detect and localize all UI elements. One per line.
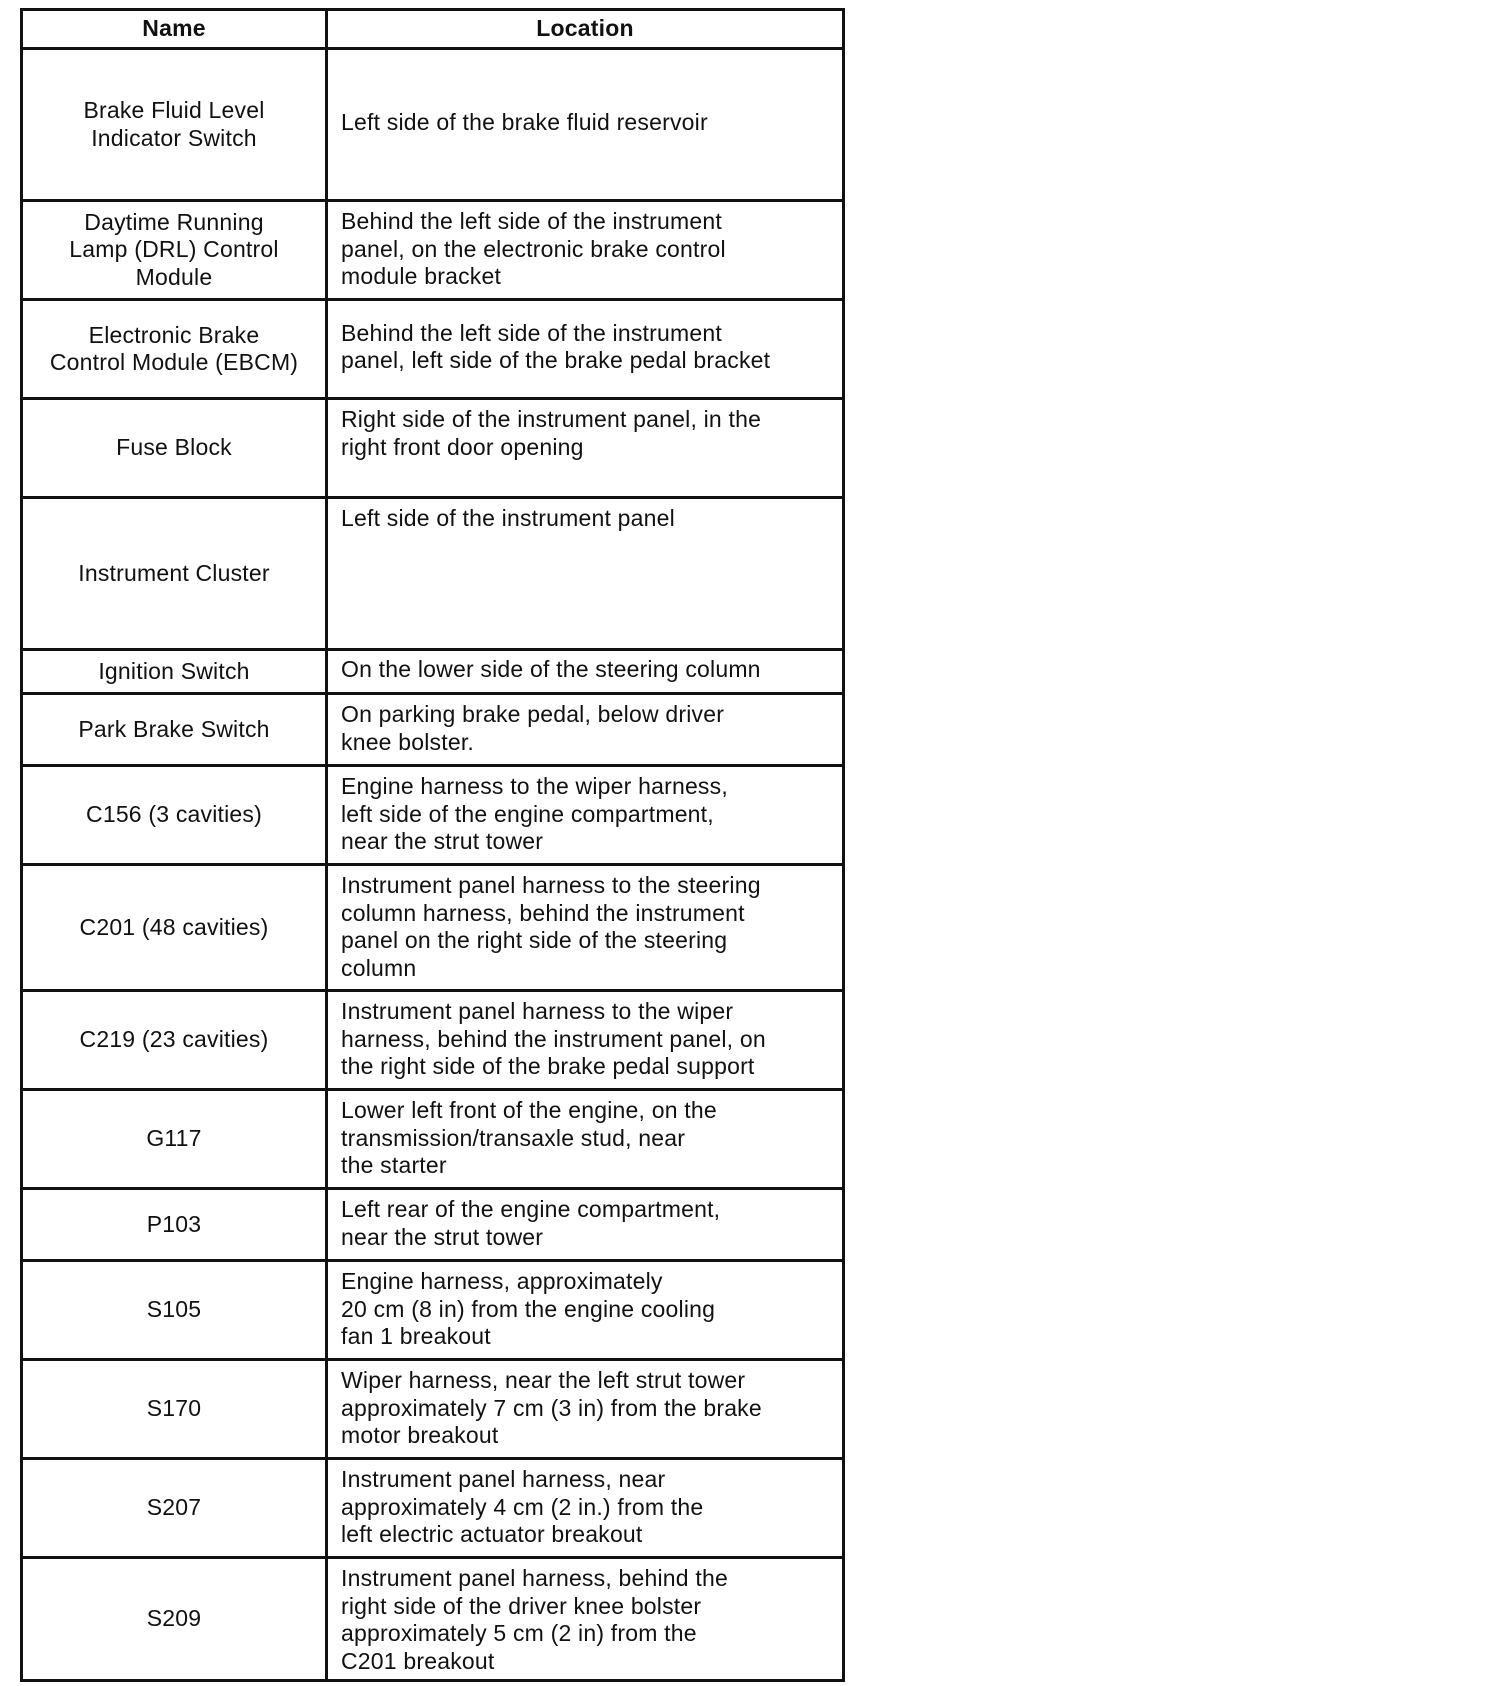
component-location-cell bbox=[327, 865, 844, 991]
component-location-line: Instrument panel harness to the steering bbox=[341, 872, 761, 898]
component-name-line: S207 bbox=[146, 1494, 202, 1521]
table-row bbox=[22, 1189, 844, 1261]
component-location-cell bbox=[327, 694, 844, 766]
component-location-line: the right side of the brake pedal support bbox=[341, 1053, 755, 1079]
component-location-line: knee bolster. bbox=[341, 728, 475, 755]
table-row bbox=[22, 694, 844, 766]
component-name-line: G117 bbox=[146, 1125, 202, 1152]
component-location-line: right front door opening bbox=[341, 433, 584, 460]
component-location-line: left electric actuator breakout bbox=[341, 1521, 643, 1547]
table-row bbox=[22, 498, 844, 650]
component-location-cell bbox=[327, 300, 844, 399]
component-name-line: C219 (23 cavities) bbox=[79, 1026, 269, 1053]
component-location-cell bbox=[327, 498, 844, 650]
component-name-cell bbox=[22, 399, 327, 498]
component-location-line: panel on the right side of the steering bbox=[341, 927, 728, 953]
component-location-line: Instrument panel harness to the wiper bbox=[341, 998, 734, 1024]
component-location-line: module bracket bbox=[341, 263, 502, 289]
component-location-line: approximately 5 cm (2 in) from the bbox=[341, 1620, 697, 1646]
header-row bbox=[22, 10, 844, 49]
location-column-header: Location bbox=[327, 10, 844, 49]
component-location-line: Behind the left side of the instrument bbox=[341, 208, 722, 234]
component-location-cell bbox=[327, 650, 844, 694]
component-name-cell bbox=[22, 201, 327, 300]
component-name-cell bbox=[22, 865, 327, 991]
table-row bbox=[22, 1459, 844, 1558]
table-row bbox=[22, 201, 844, 300]
component-name-cell bbox=[22, 650, 327, 694]
component-location-cell bbox=[327, 1261, 844, 1360]
component-name-line: Instrument Cluster bbox=[78, 559, 270, 586]
table-row bbox=[22, 300, 844, 399]
component-name-cell bbox=[22, 1459, 327, 1558]
table-row bbox=[22, 399, 844, 498]
component-location-line: near the strut tower bbox=[341, 828, 544, 854]
component-location-line: column harness, behind the instrument bbox=[341, 899, 745, 926]
component-location-line: panel, on the electronic brake control bbox=[341, 235, 726, 262]
component-name-line: C156 (3 cavities) bbox=[86, 801, 262, 828]
table-row bbox=[22, 1261, 844, 1360]
component-name-cell bbox=[22, 1090, 327, 1189]
component-location-line: near the strut tower bbox=[341, 1223, 544, 1250]
component-name-line: Module bbox=[135, 263, 213, 290]
component-location-line: transmission/transaxle stud, near bbox=[341, 1124, 686, 1151]
component-location-line: column bbox=[341, 954, 417, 981]
name-column-header: Name bbox=[22, 10, 327, 49]
component-name-cell bbox=[22, 1558, 327, 1681]
component-location-line: motor breakout bbox=[341, 1422, 499, 1448]
component-name-line: Daytime Running bbox=[84, 208, 264, 235]
component-location-line: Wiper harness, near the left strut tower bbox=[341, 1367, 746, 1393]
component-name-line: Electronic Brake bbox=[88, 321, 260, 348]
component-location-cell bbox=[327, 49, 844, 201]
component-location-line: approximately 4 cm (2 in.) from the bbox=[341, 1493, 704, 1520]
component-location-line: fan 1 breakout bbox=[341, 1323, 491, 1349]
table-row bbox=[22, 1090, 844, 1189]
table-row bbox=[22, 991, 844, 1090]
component-name-cell bbox=[22, 694, 327, 766]
component-location-line: Instrument panel harness, near bbox=[341, 1466, 666, 1492]
component-name-line: P103 bbox=[146, 1210, 202, 1237]
component-location-cell bbox=[327, 991, 844, 1090]
component-location-line: panel, left side of the brake pedal bracket bbox=[341, 347, 771, 373]
table-row bbox=[22, 49, 844, 201]
component-name-line: Park Brake Switch bbox=[78, 715, 270, 742]
component-location-cell bbox=[327, 201, 844, 300]
component-location-line: Right side of the instrument panel, in the bbox=[341, 406, 762, 432]
component-location-line: On parking brake pedal, below driver bbox=[341, 701, 725, 727]
table-row bbox=[22, 1558, 844, 1681]
component-location-line: Engine harness to the wiper harness, bbox=[341, 773, 728, 799]
component-location-line: 20 cm (8 in) from the engine cooling bbox=[341, 1295, 716, 1322]
component-name-line: S105 bbox=[146, 1296, 202, 1323]
table-row bbox=[22, 1360, 844, 1459]
component-location-line: approximately 7 cm (3 in) from the brake bbox=[341, 1394, 762, 1421]
component-locator-table bbox=[20, 8, 845, 1682]
component-name-cell bbox=[22, 300, 327, 399]
component-location-line: Engine harness, approximately bbox=[341, 1268, 663, 1294]
component-name-line: Lamp (DRL) Control bbox=[69, 236, 279, 263]
component-name-cell bbox=[22, 1189, 327, 1261]
component-name-line: S170 bbox=[146, 1395, 202, 1422]
component-location-line: harness, behind the instrument panel, on bbox=[341, 1025, 766, 1052]
component-name-line: S209 bbox=[146, 1605, 202, 1632]
component-location-line: left side of the engine compartment, bbox=[341, 800, 714, 827]
component-location-line: Left side of the brake fluid reservoir bbox=[341, 108, 708, 135]
component-name-line: Control Module (EBCM) bbox=[49, 349, 299, 375]
component-name-cell bbox=[22, 498, 327, 650]
component-name-line: C201 (48 cavities) bbox=[79, 913, 269, 940]
component-location-line: the starter bbox=[341, 1152, 447, 1178]
component-location-cell bbox=[327, 1360, 844, 1459]
component-name-line: Fuse Block bbox=[116, 434, 232, 461]
component-location-cell bbox=[327, 399, 844, 498]
component-location-line: Left rear of the engine compartment, bbox=[341, 1196, 721, 1222]
component-location-cell bbox=[327, 1558, 844, 1681]
component-location-line: Behind the left side of the instrument bbox=[341, 319, 722, 346]
component-location-line: Left side of the instrument panel bbox=[341, 505, 675, 531]
component-location-cell bbox=[327, 766, 844, 865]
component-location-cell bbox=[327, 1189, 844, 1261]
component-location-line: On the lower side of the steering column bbox=[341, 655, 761, 682]
component-name-cell bbox=[22, 1360, 327, 1459]
component-location-line: C201 breakout bbox=[341, 1647, 495, 1674]
component-location-line: right side of the driver knee bolster bbox=[341, 1592, 702, 1619]
component-name-line: Indicator Switch bbox=[91, 124, 257, 151]
component-location-cell bbox=[327, 1090, 844, 1189]
component-name-cell bbox=[22, 49, 327, 201]
component-name-line: Ignition Switch bbox=[98, 657, 250, 684]
component-location-line: Lower left front of the engine, on the bbox=[341, 1097, 717, 1123]
table-row bbox=[22, 650, 844, 694]
component-name-line: Brake Fluid Level bbox=[83, 97, 265, 123]
table-row bbox=[22, 766, 844, 865]
component-name-cell bbox=[22, 991, 327, 1090]
component-name-cell bbox=[22, 1261, 327, 1360]
table-row bbox=[22, 865, 844, 991]
component-location-cell bbox=[327, 1459, 844, 1558]
component-name-cell bbox=[22, 766, 327, 865]
component-location-line: Instrument panel harness, behind the bbox=[341, 1565, 728, 1591]
